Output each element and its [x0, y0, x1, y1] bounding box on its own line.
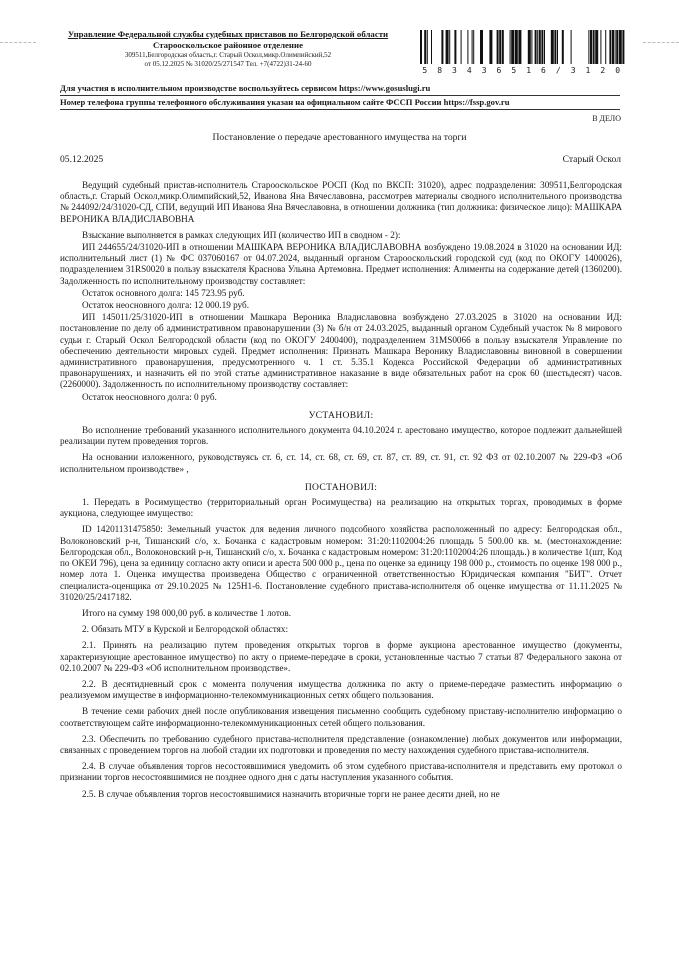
service-notice: Для участия в исполнительном производстве воспользуйтесь сервисом https://www.gosuslugi.ru: [60, 83, 431, 93]
barcode-bar: [473, 30, 474, 64]
document-body: [60, 180, 622, 801]
barcode-bar: [499, 30, 501, 64]
paragraph: Остаток основного долга: 145 723.95 руб.: [82, 287, 245, 298]
barcode-bar: [489, 30, 492, 64]
barcode-bar: [502, 30, 504, 64]
document-title: Постановление о передаче арестованного имущества на торги: [212, 132, 467, 143]
paragraph: ИП 145011/25/31020-ИП в отношении Машкара Вероника Владиславовна возбуждено 27.03.2025 в 31020 на основании ИД: постановление по делу об административном правонарушении (3) № б/н от 24.03.2025, выданный органом Судебный участок № 8 мирового судьи г. Старый Оскол Белгородской области (код по ОКОГУ 2400400), подразделением 31MS0066 в пользу взыскателя Управление по обеспечению деятельности мировых судей. Предмет исполнения: Признать Машкара Веронику Владиславовны виновной в совершении административного правонарушения, предусмотренного ч. 1 ст. 5.35.1 Кодекса Российской Федерации об административных правонарушениях, и назначить ей по этой статье административное наказание в виде обязательных работ на срок 60 (шестьдесят) часов. (2260000). Задолженность по исполнительному производству составляет:: [60, 312, 622, 390]
barcode-bar: [431, 30, 432, 64]
barcode-bar: [480, 30, 483, 64]
barcode-bar: [622, 30, 624, 64]
paragraph: Ведущий судебный пристав-исполнитель Старооскольское РОСП (Код по ВКСП: 31020), адрес подразделения: 309511,Белгородская область,г. Старый Оскол,микр.Олимпийский,52, Иванова Яна Вячеславовна, рассмотрев материалы сводного исполнительного производства № 244092/24/31020-СД, СПИ, ведущий ИП Иванова Яна Вячеславовна, в отношении должника (тип должника: физическое лицо): МАШКАРА ВЕРОНИКА ВЛАДИСЛАВОВНА: [60, 180, 622, 224]
paragraph: Взыскание выполняется в рамках следующих ИП (количество ИП в сводном - 2):: [82, 229, 401, 240]
paragraph: 2.5. В случае объявления торгов несостоявшимися назначить вторичные торги не ранее десяти дней, но не: [82, 788, 500, 799]
paragraph: 2.4. В случае объявления торгов несостоявшимися уведомить об этом судебного пристава-исполнителя и представить ему протокол о признании торгов несостоявшимися не позднее одного дня с даты наступления указанного события.: [60, 761, 622, 783]
barcode-bar: [616, 30, 618, 64]
barcode-bar: [427, 30, 428, 64]
barcode-bar: [535, 30, 537, 64]
paragraph: Во исполнение требований указанного исполнительного документа 04.10.2024 г. арестовано имущество, которое подлежит дальнейшей реализации путем проведения торгов.: [60, 425, 622, 447]
divider: [60, 109, 620, 110]
barcode-bar: [424, 30, 426, 64]
barcode-bar: [511, 30, 514, 64]
barcode-bar: [557, 30, 558, 64]
barcode-bar: [544, 30, 545, 64]
paragraph: В течение семи рабочих дней после опубликования извещения письменно сообщить судебному приставу-исполнителю информацию о соответствующем сайте информационно-телекоммуникационных сетей общего пользования.: [60, 706, 622, 728]
v-delo-stamp: В ДЕЛО: [592, 114, 621, 123]
paragraph: 2.3. Обеспечить по требованию судебного пристава-исполнителя представление (ознакомление) любых документов или информации, связанных с проведением торгов на любой стадии их подготовки и проведения по месту нахождения судебного пристава-исполнителя.: [60, 733, 622, 755]
barcode-bar: [541, 30, 543, 64]
phone-notice: Номер телефона группы телефонного обслуживания указан на официальном сайте ФССП России https://fssp.gov.ru: [60, 97, 510, 107]
barcode-bar: [518, 30, 521, 64]
dept-address: 309511,Белгородская область,г. Старый Оскол,микр.Олимпийский,52: [124, 51, 332, 59]
barcode-bar: [537, 30, 538, 64]
barcode-bar: [600, 30, 601, 64]
section-heading-ustanovil: УСТАНОВИЛ:: [308, 409, 374, 421]
divider: [60, 95, 620, 96]
barcode-number: 5 8 3 4 3 6 5 1 6 / 3 1 2 0: [422, 66, 623, 75]
barcode-bar: [590, 30, 592, 64]
paragraph: 2.1. Принять на реализацию путем проведения открытых торгов в форме аукциона арестованное имущество (документы, характеризующие арестованное имущество) по акту о приеме-передаче в сроки, установленные частью 7 статьи 87 Федерального закона от 02.10.2007 № 229-ФЗ «Об исполнительном производстве».: [60, 640, 622, 673]
barcode-bar: [446, 30, 449, 64]
letterhead: [48, 29, 408, 68]
barcode-bar: [588, 30, 589, 64]
paragraph: Остаток неосновного долга: 0 руб.: [82, 391, 217, 402]
barcode-bar: [562, 30, 564, 64]
org-name: Управление Федеральной службы судебных приставов по Белгородской области: [67, 29, 389, 39]
paragraph: На основании изложенного, руководствуясь ст. 6, ст. 14, ст. 68, ст. 69, ст. 87, ст. 89, ст. 91, ст. 92 ФЗ от 02.10.2007 № 229-ФЗ «Об исполнительном производстве» ,: [60, 452, 622, 474]
barcode-bar: [605, 30, 606, 64]
scan-edge-mark: [643, 42, 679, 43]
barcode-bar: [554, 30, 556, 64]
barcode-bar: [461, 30, 462, 64]
barcode-bar: [420, 30, 422, 64]
paragraph: ID 14201131475850: Земельный участок для ведения личного подсобного хозяйства расположенный по адресу: Белгородская обл., Волоконовский р-н, Тишанский с/о, х. Бочанка с кадастровым номером: 31:20:1102004:26 площадь 5 500.00 кв. м. (местонахождение: Белгородская обл., Волоконовский р-н, Тишанский с/о, х. Бочанка с кадастровым номером: 31:20:1102004:26 площадь.) в количестве 1(шт, Код по ОКЕИ 796), цена за единицу согласно акту описи и ареста 500 000 р., цена по оценке за единицу 198 000 р., стоимость по оценке 198 000 р., номер лота 1. Оценка имущества произведена Общество с ограниченной ответственностью Юридическая компания "БИТ". Отчет специалиста-оценщика от 29.10.2025 № 125Н1-6. Постановление судебного пристава-исполнителя об оценке имущества от 11.11.2025 № 31020/25/2417182.: [60, 524, 622, 602]
barcode-bar: [515, 30, 518, 64]
barcode-bar: [510, 30, 511, 64]
barcode-bar: [571, 30, 572, 64]
barcode-bar: [612, 30, 614, 64]
barcode-bar: [531, 30, 532, 64]
barcode: [420, 30, 625, 64]
paragraph: Итого на сумму 198 000,00 руб. в количестве 1 лотов.: [82, 607, 292, 618]
paragraph: ИП 244655/24/31020-ИП в отношении МАШКАРА ВЕРОНИКА ВЛАДИСЛАВОВНА возбуждено 19.08.2024 в 31020 на основании ИД: исполнительный лист (1) № ФС 037060167 от 04.07.2024, выданный органом Старооскольский городской суд (код по ОКОГУ 1400026), подразделением 31RS0020 в пользу взыскателя Краснова Ульяна Артемовна. Предмет исполнения: Алименты на содержание детей (1360200). Задолженность по исполнительному производству составляет:: [60, 242, 622, 286]
doc-reference: от 05.12.2025 № 31020/25/271547 Тел. +7(4722)31-24-60: [144, 59, 312, 68]
paragraph: 1. Передать в Росимущество (территориальный орган Росимущества) на реализацию на открытых торгах, проводимых в форме аукциона, следующее имущество:: [60, 497, 622, 519]
barcode-bar: [528, 30, 531, 64]
barcode-bar: [454, 30, 456, 64]
barcode-bar: [551, 30, 554, 64]
barcode-bar: [472, 30, 473, 64]
barcode-bar: [467, 30, 468, 64]
paragraph: Остаток неосновного долга: 12 000.19 руб.: [82, 300, 250, 311]
barcode-bar: [497, 30, 499, 64]
paragraph: 2.2. В десятидневный срок с момента получения имущества должника по акту о приеме-передаче разместить информацию о реализуемом имуществе в информационно-телекоммуникационных сетях общего пользования.: [60, 678, 622, 701]
barcode-bar: [609, 30, 611, 64]
barcode-bar: [441, 30, 443, 64]
dept-name: Старооскольское районное отделение: [153, 40, 303, 50]
barcode-bar: [595, 30, 598, 64]
barcode-bar: [615, 30, 616, 64]
barcode-bar: [593, 30, 595, 64]
scan-edge-mark: [0, 42, 36, 43]
barcode-bar: [619, 30, 622, 64]
section-heading-postanovil: ПОСТАНОВИЛ:: [304, 481, 378, 493]
document-date: 05.12.2025: [60, 154, 104, 165]
barcode-bar: [539, 30, 541, 64]
document-city: Старый Оскол: [562, 154, 621, 165]
paragraph: 2. Обязать МТУ в Курской и Белгородской областях:: [82, 624, 288, 635]
barcode-bar: [449, 30, 450, 64]
